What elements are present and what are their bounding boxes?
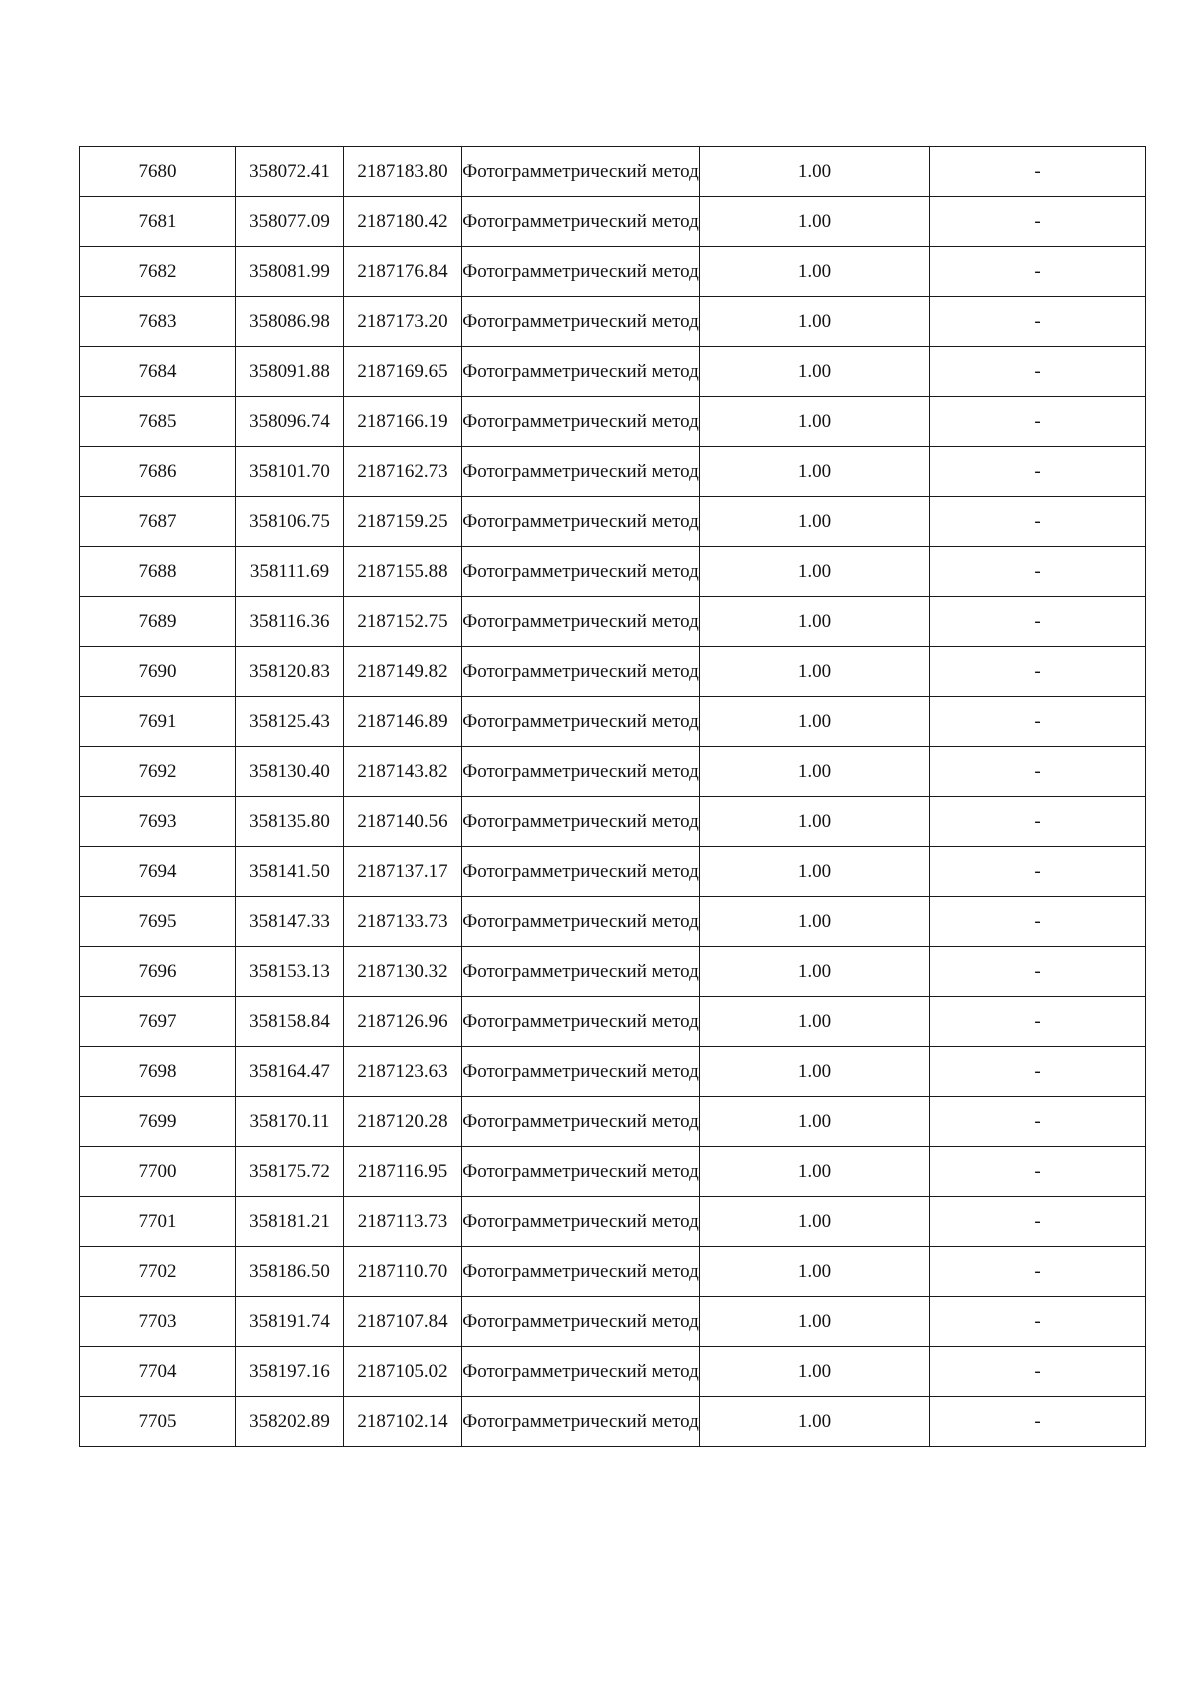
table-row (80, 597, 1146, 647)
table-row (80, 1047, 1146, 1097)
y-coordinate-cell: 2187166.19 (344, 397, 462, 447)
method-cell (462, 797, 700, 847)
method-cell (462, 397, 700, 447)
x-coordinate-cell: 358101.70 (236, 447, 344, 497)
x-coordinate-cell: 358072.41 (236, 147, 344, 197)
table-row (80, 797, 1146, 847)
x-coordinate-cell: 358153.13 (236, 947, 344, 997)
accuracy-cell: 1.00 (700, 947, 930, 997)
method-text: Фотограмметрический метод (462, 161, 699, 182)
note-cell: - (930, 897, 1146, 947)
method-text: Фотограмметрический метод (462, 1411, 699, 1432)
x-coordinate-cell: 358081.99 (236, 247, 344, 297)
method-cell (462, 747, 700, 797)
note-cell: - (930, 447, 1146, 497)
accuracy-cell: 1.00 (700, 997, 930, 1047)
y-coordinate-cell: 2187116.95 (344, 1147, 462, 1197)
x-coordinate-cell: 358158.84 (236, 997, 344, 1047)
accuracy-cell: 1.00 (700, 547, 930, 597)
accuracy-cell: 1.00 (700, 747, 930, 797)
method-text: Фотограмметрический метод (462, 1361, 699, 1382)
point-number-cell: 7694 (80, 847, 236, 897)
y-coordinate-cell: 2187149.82 (344, 647, 462, 697)
table-row (80, 1097, 1146, 1147)
accuracy-cell: 1.00 (700, 347, 930, 397)
accuracy-cell: 1.00 (700, 447, 930, 497)
point-number-cell: 7696 (80, 947, 236, 997)
note-cell: - (930, 697, 1146, 747)
table-row (80, 547, 1146, 597)
method-text: Фотограмметрический метод (462, 461, 699, 482)
method-cell (462, 147, 700, 197)
note-cell: - (930, 997, 1146, 1047)
accuracy-cell: 1.00 (700, 1247, 930, 1297)
method-text: Фотограмметрический метод (462, 761, 699, 782)
accuracy-cell: 1.00 (700, 397, 930, 447)
note-cell: - (930, 1247, 1146, 1297)
method-text: Фотограмметрический метод (462, 211, 699, 232)
x-coordinate-cell: 358147.33 (236, 897, 344, 947)
coordinates-table (79, 146, 1146, 1447)
table-row (80, 197, 1146, 247)
y-coordinate-cell: 2187143.82 (344, 747, 462, 797)
x-coordinate-cell: 358197.16 (236, 1347, 344, 1397)
accuracy-cell: 1.00 (700, 247, 930, 297)
x-coordinate-cell: 358181.21 (236, 1197, 344, 1247)
method-cell (462, 1397, 700, 1447)
table-row (80, 1247, 1146, 1297)
point-number-cell: 7683 (80, 297, 236, 347)
point-number-cell: 7680 (80, 147, 236, 197)
point-number-cell: 7700 (80, 1147, 236, 1197)
note-cell: - (930, 197, 1146, 247)
table-row (80, 847, 1146, 897)
x-coordinate-cell: 358096.74 (236, 397, 344, 447)
point-number-cell: 7688 (80, 547, 236, 597)
point-number-cell: 7687 (80, 497, 236, 547)
method-cell (462, 447, 700, 497)
point-number-cell: 7705 (80, 1397, 236, 1447)
point-number-cell: 7681 (80, 197, 236, 247)
point-number-cell: 7697 (80, 997, 236, 1047)
method-cell (462, 1097, 700, 1147)
method-cell (462, 1047, 700, 1097)
y-coordinate-cell: 2187105.02 (344, 1347, 462, 1397)
method-cell (462, 597, 700, 647)
y-coordinate-cell: 2187102.14 (344, 1397, 462, 1447)
method-text: Фотограмметрический метод (462, 861, 699, 882)
x-coordinate-cell: 358186.50 (236, 1247, 344, 1297)
accuracy-cell: 1.00 (700, 897, 930, 947)
table-row (80, 447, 1146, 497)
accuracy-cell: 1.00 (700, 1147, 930, 1197)
point-number-cell: 7689 (80, 597, 236, 647)
method-cell (462, 697, 700, 747)
accuracy-cell: 1.00 (700, 1397, 930, 1447)
y-coordinate-cell: 2187140.56 (344, 797, 462, 847)
note-cell: - (930, 847, 1146, 897)
y-coordinate-cell: 2187183.80 (344, 147, 462, 197)
x-coordinate-cell: 358091.88 (236, 347, 344, 397)
y-coordinate-cell: 2187133.73 (344, 897, 462, 947)
method-cell (462, 297, 700, 347)
accuracy-cell: 1.00 (700, 597, 930, 647)
method-cell (462, 1247, 700, 1297)
table-row (80, 1397, 1146, 1447)
x-coordinate-cell: 358170.11 (236, 1097, 344, 1147)
x-coordinate-cell: 358202.89 (236, 1397, 344, 1447)
method-text: Фотограмметрический метод (462, 1011, 699, 1032)
x-coordinate-cell: 358120.83 (236, 647, 344, 697)
accuracy-cell: 1.00 (700, 147, 930, 197)
method-cell (462, 997, 700, 1047)
x-coordinate-cell: 358135.80 (236, 797, 344, 847)
note-cell: - (930, 1097, 1146, 1147)
method-text: Фотограмметрический метод (462, 311, 699, 332)
method-text: Фотограмметрический метод (462, 611, 699, 632)
x-coordinate-cell: 358130.40 (236, 747, 344, 797)
method-cell (462, 947, 700, 997)
accuracy-cell: 1.00 (700, 1197, 930, 1247)
point-number-cell: 7684 (80, 347, 236, 397)
y-coordinate-cell: 2187152.75 (344, 597, 462, 647)
method-text: Фотограмметрический метод (462, 1311, 699, 1332)
x-coordinate-cell: 358141.50 (236, 847, 344, 897)
table-row (80, 697, 1146, 747)
y-coordinate-cell: 2187180.42 (344, 197, 462, 247)
accuracy-cell: 1.00 (700, 497, 930, 547)
x-coordinate-cell: 358111.69 (236, 547, 344, 597)
method-text: Фотограмметрический метод (462, 911, 699, 932)
x-coordinate-cell: 358086.98 (236, 297, 344, 347)
note-cell: - (930, 1147, 1146, 1197)
method-text: Фотограмметрический метод (462, 661, 699, 682)
x-coordinate-cell: 358175.72 (236, 1147, 344, 1197)
point-number-cell: 7685 (80, 397, 236, 447)
method-cell (462, 1147, 700, 1197)
point-number-cell: 7682 (80, 247, 236, 297)
accuracy-cell: 1.00 (700, 1047, 930, 1097)
method-text: Фотограмметрический метод (462, 511, 699, 532)
method-text: Фотограмметрический метод (462, 1161, 699, 1182)
accuracy-cell: 1.00 (700, 1297, 930, 1347)
point-number-cell: 7692 (80, 747, 236, 797)
method-text: Фотограмметрический метод (462, 961, 699, 982)
point-number-cell: 7698 (80, 1047, 236, 1097)
table-row (80, 297, 1146, 347)
method-text: Фотограмметрический метод (462, 361, 699, 382)
table-row (80, 647, 1146, 697)
method-text: Фотограмметрический метод (462, 261, 699, 282)
point-number-cell: 7693 (80, 797, 236, 847)
note-cell: - (930, 1197, 1146, 1247)
point-number-cell: 7686 (80, 447, 236, 497)
note-cell: - (930, 397, 1146, 447)
y-coordinate-cell: 2187130.32 (344, 947, 462, 997)
table-row (80, 997, 1146, 1047)
accuracy-cell: 1.00 (700, 197, 930, 247)
y-coordinate-cell: 2187107.84 (344, 1297, 462, 1347)
accuracy-cell: 1.00 (700, 697, 930, 747)
note-cell: - (930, 297, 1146, 347)
point-number-cell: 7690 (80, 647, 236, 697)
table-row (80, 747, 1146, 797)
table-row (80, 147, 1146, 197)
x-coordinate-cell: 358125.43 (236, 697, 344, 747)
y-coordinate-cell: 2187162.73 (344, 447, 462, 497)
method-cell (462, 1297, 700, 1347)
method-cell (462, 497, 700, 547)
note-cell: - (930, 747, 1146, 797)
point-number-cell: 7695 (80, 897, 236, 947)
y-coordinate-cell: 2187120.28 (344, 1097, 462, 1147)
table-row (80, 497, 1146, 547)
accuracy-cell: 1.00 (700, 647, 930, 697)
note-cell: - (930, 497, 1146, 547)
note-cell: - (930, 797, 1146, 847)
method-cell (462, 647, 700, 697)
accuracy-cell: 1.00 (700, 797, 930, 847)
method-text: Фотограмметрический метод (462, 1211, 699, 1232)
x-coordinate-cell: 358077.09 (236, 197, 344, 247)
method-cell (462, 547, 700, 597)
note-cell: - (930, 247, 1146, 297)
table-row (80, 1147, 1146, 1197)
note-cell: - (930, 947, 1146, 997)
point-number-cell: 7701 (80, 1197, 236, 1247)
y-coordinate-cell: 2187126.96 (344, 997, 462, 1047)
note-cell: - (930, 147, 1146, 197)
y-coordinate-cell: 2187113.73 (344, 1197, 462, 1247)
accuracy-cell: 1.00 (700, 847, 930, 897)
note-cell: - (930, 647, 1146, 697)
method-cell (462, 197, 700, 247)
point-number-cell: 7699 (80, 1097, 236, 1147)
method-text: Фотограмметрический метод (462, 1061, 699, 1082)
table-row (80, 1297, 1146, 1347)
y-coordinate-cell: 2187110.70 (344, 1247, 462, 1297)
method-text: Фотограмметрический метод (462, 561, 699, 582)
y-coordinate-cell: 2187176.84 (344, 247, 462, 297)
y-coordinate-cell: 2187159.25 (344, 497, 462, 547)
method-text: Фотограмметрический метод (462, 411, 699, 432)
method-text: Фотограмметрический метод (462, 1261, 699, 1282)
point-number-cell: 7703 (80, 1297, 236, 1347)
method-cell (462, 1197, 700, 1247)
accuracy-cell: 1.00 (700, 1097, 930, 1147)
y-coordinate-cell: 2187169.65 (344, 347, 462, 397)
method-cell (462, 347, 700, 397)
method-text: Фотограмметрический метод (462, 1111, 699, 1132)
note-cell: - (930, 1397, 1146, 1447)
table-row (80, 1197, 1146, 1247)
table-row (80, 397, 1146, 447)
note-cell: - (930, 1347, 1146, 1397)
y-coordinate-cell: 2187137.17 (344, 847, 462, 897)
table-row (80, 897, 1146, 947)
y-coordinate-cell: 2187123.63 (344, 1047, 462, 1097)
method-cell (462, 1347, 700, 1397)
y-coordinate-cell: 2187146.89 (344, 697, 462, 747)
table-row (80, 1347, 1146, 1397)
note-cell: - (930, 1297, 1146, 1347)
point-number-cell: 7702 (80, 1247, 236, 1297)
note-cell: - (930, 1047, 1146, 1097)
x-coordinate-cell: 358164.47 (236, 1047, 344, 1097)
table-row (80, 347, 1146, 397)
note-cell: - (930, 547, 1146, 597)
point-number-cell: 7691 (80, 697, 236, 747)
note-cell: - (930, 347, 1146, 397)
table-row (80, 947, 1146, 997)
x-coordinate-cell: 358106.75 (236, 497, 344, 547)
point-number-cell: 7704 (80, 1347, 236, 1397)
method-text: Фотограмметрический метод (462, 811, 699, 832)
table-row (80, 247, 1146, 297)
y-coordinate-cell: 2187173.20 (344, 297, 462, 347)
method-cell (462, 897, 700, 947)
accuracy-cell: 1.00 (700, 1347, 930, 1397)
y-coordinate-cell: 2187155.88 (344, 547, 462, 597)
coordinates-table-body (80, 147, 1146, 1447)
accuracy-cell: 1.00 (700, 297, 930, 347)
method-cell (462, 247, 700, 297)
method-cell (462, 847, 700, 897)
x-coordinate-cell: 358191.74 (236, 1297, 344, 1347)
x-coordinate-cell: 358116.36 (236, 597, 344, 647)
note-cell: - (930, 597, 1146, 647)
method-text: Фотограмметрический метод (462, 711, 699, 732)
